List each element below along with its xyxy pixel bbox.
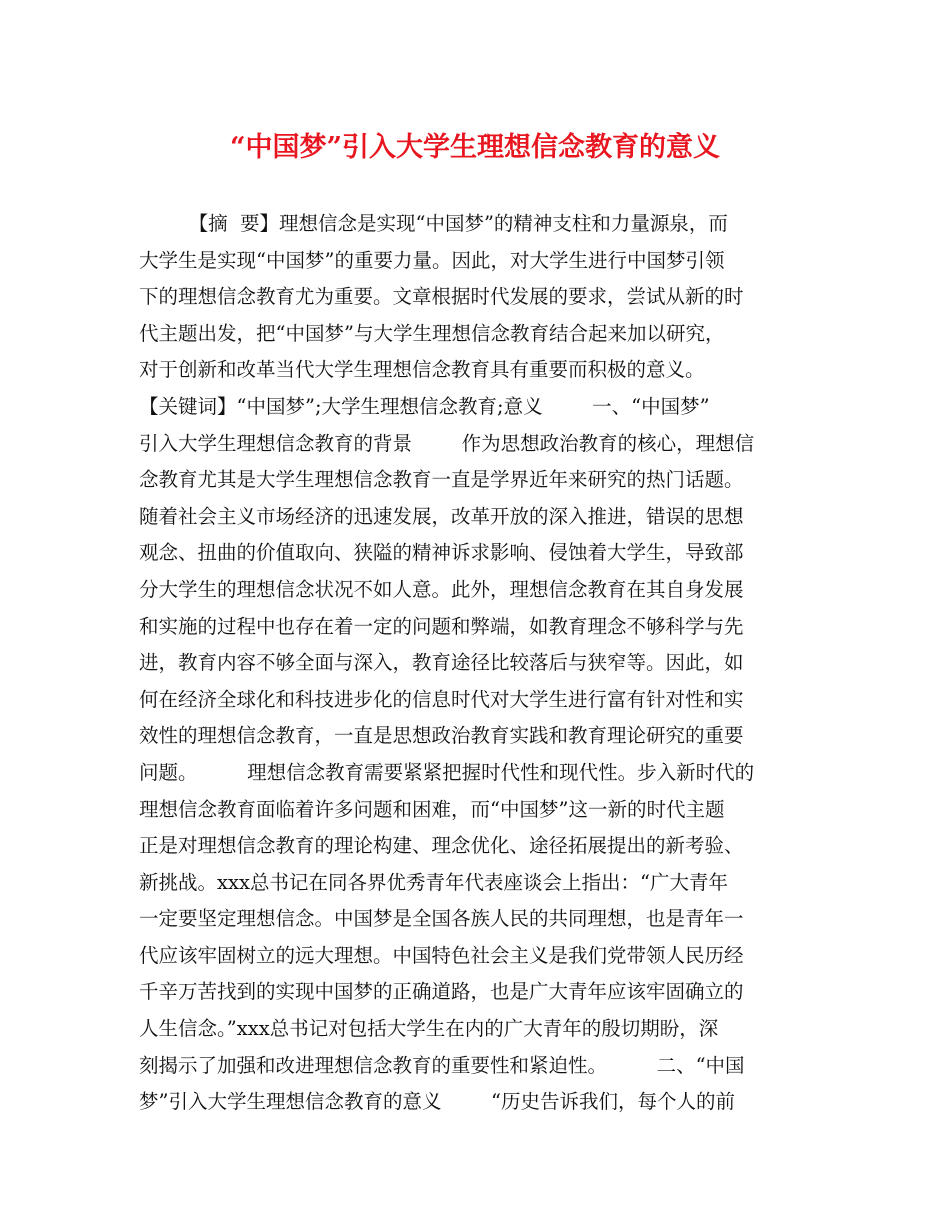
- body-line: 进，教育内容不够全面与深入，教育途径比较落后与狭窄等。因此，如: [139, 651, 744, 675]
- body-line: 分大学生的理想信念状况不如人意。此外，理想信念教育在其自身发展: [139, 577, 744, 601]
- body-line: 问题。 理想信念教育需要紧紧把握时代性和现代性。步入新时代的: [139, 760, 755, 784]
- document-title: “中国梦”引入大学生理想信念教育的意义: [229, 132, 721, 163]
- body-line: 一定要坚定理想信念。中国梦是全国各族人民的共同理想，也是青年一: [139, 907, 744, 931]
- body-line: 观念、扭曲的价值取向、狭隘的精神诉求影响、侵蚀着大学生，导致部: [139, 541, 744, 565]
- body-line: 引入大学生理想信念教育的背景 作为思想政治教育的核心，理想信: [139, 431, 755, 455]
- body-line: 【摘 要】理想信念是实现“中国梦”的精神支柱和力量源泉，而: [139, 212, 728, 235]
- body-line: 代主题出发，把“中国梦”与大学生理想信念教育结合起来加以研究，: [139, 321, 725, 345]
- body-line: 何在经济全球化和科技进步化的信息时代对大学生进行富有针对性和实: [139, 687, 744, 711]
- body-line: 代应该牢固树立的远大理想。中国特色社会主义是我们党带领人民历经: [139, 943, 744, 967]
- body-line: 人生信念。”xxx总书记对包括大学生在内的广大青年的殷切期盼，深: [139, 1017, 719, 1041]
- body-line: 念教育尤其是大学生理想信念教育一直是学界近年来研究的热门话题。: [139, 468, 744, 492]
- document-body: [139, 206, 819, 1121]
- body-line: 【关键词】“中国梦”;大学生理想信念教育;意义 一、“中国梦”: [139, 394, 710, 418]
- body-line: 和实施的过程中也存在着一定的问题和弊端，如教育理念不够科学与先: [139, 614, 744, 638]
- body-line: 对于创新和改革当代大学生理想信念教育具有重要而积极的意义。: [139, 358, 705, 382]
- body-line: 效性的理想信念教育，一直是思想政治教育实践和教育理论研究的重要: [139, 724, 744, 748]
- body-line: 随着社会主义市场经济的迅速发展，改革开放的深入推进，错误的思想: [139, 504, 744, 528]
- body-line: 千辛万苦找到的实现中国梦的正确道路，也是广大青年应该牢固确立的: [139, 980, 744, 1004]
- body-line: 新挑战。xxx总书记在同各界优秀青年代表座谈会上指出：“广大青年: [139, 870, 728, 894]
- body-line: 梦”引入大学生理想信念教育的意义 “历史告诉我们，每个人的前: [139, 1090, 736, 1114]
- body-line: 理想信念教育面临着许多问题和困难，而“中国梦”这一新的时代主题: [139, 797, 725, 821]
- body-line: 刻揭示了加强和改进理想信念教育的重要性和紧迫性。 二、“中国: [139, 1053, 745, 1077]
- body-line: 大学生是实现“中国梦”的重要力量。因此，对大学生进行中国梦引领: [139, 248, 725, 272]
- body-line: 下的理想信念教育尤为重要。文章根据时代发展的要求，尝试从新的时: [139, 285, 744, 309]
- body-line: 正是对理想信念教育的理论构建、理念优化、途径拓展提出的新考验、: [139, 834, 744, 858]
